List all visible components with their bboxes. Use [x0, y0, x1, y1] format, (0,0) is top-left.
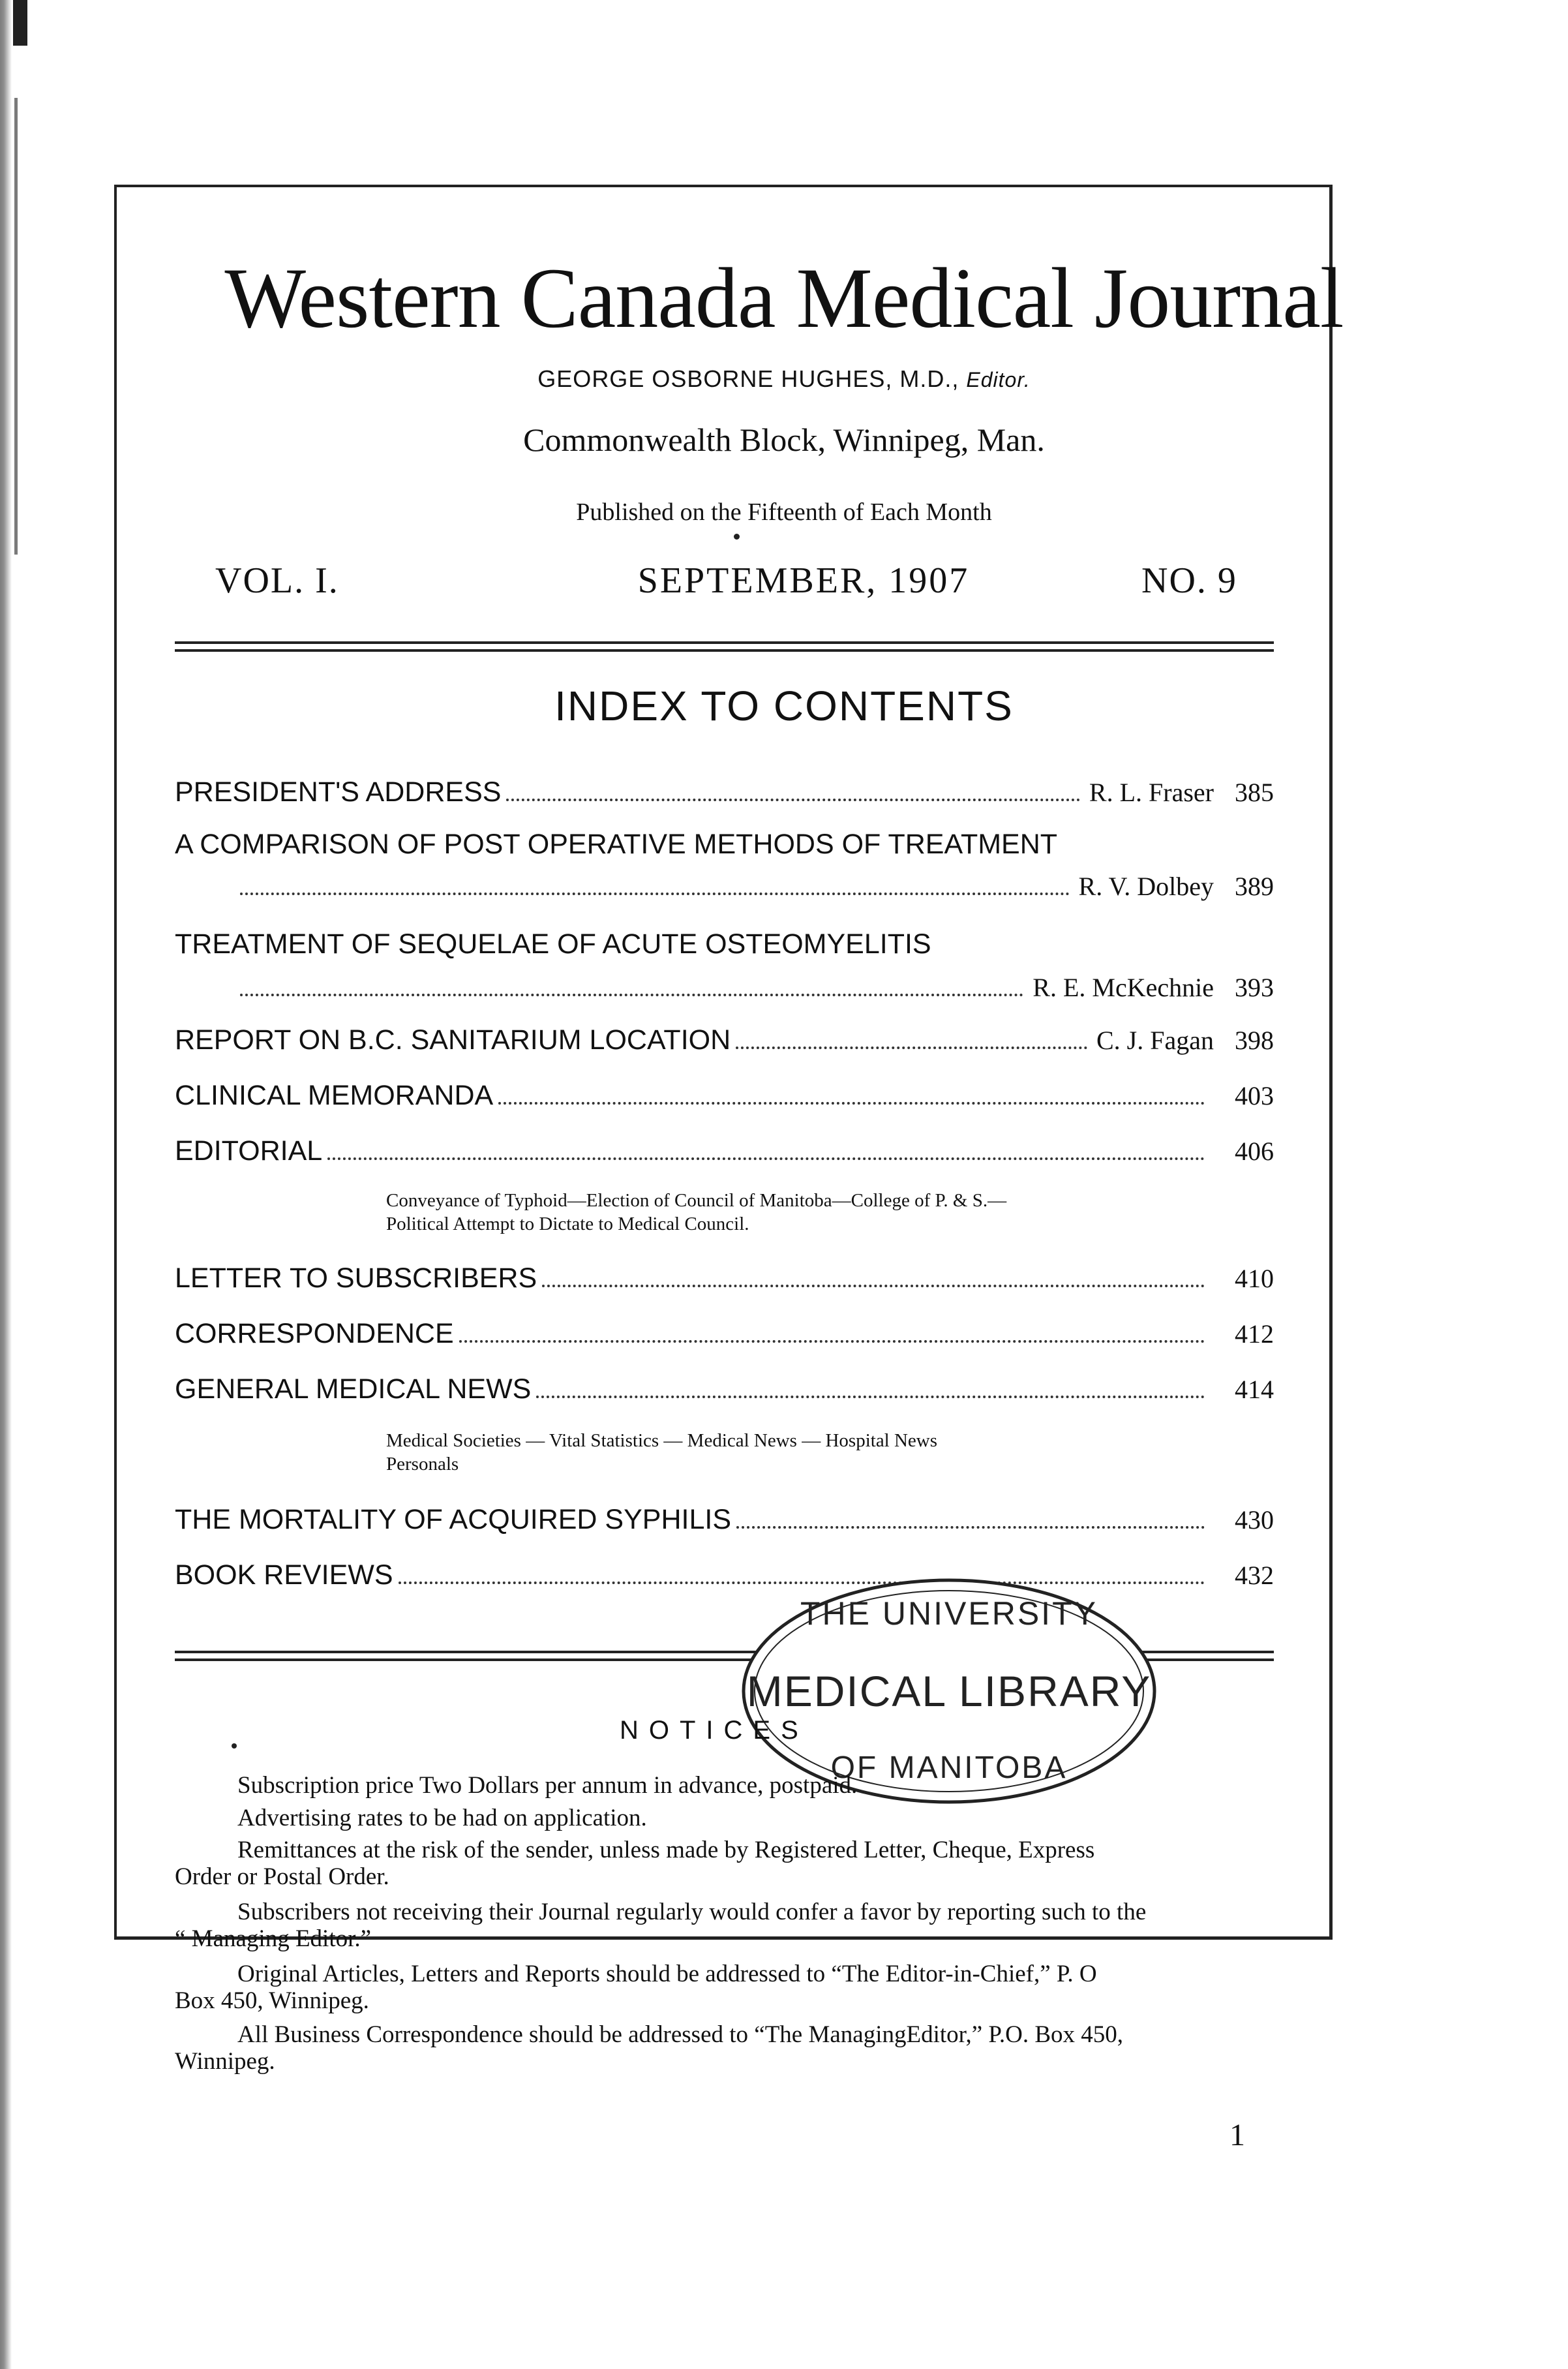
notice-line [175, 1837, 1284, 1864]
publication-schedule: Published on the Fifteenth of Each Month [576, 498, 992, 526]
toc-leader [498, 1101, 1205, 1105]
index-heading: INDEX TO CONTENTS [554, 682, 1014, 729]
toc-title: A COMPARISON OF POST OPERATIVE METHODS OF TREATMENT [175, 829, 1058, 860]
toc-description [386, 1189, 1234, 1236]
toc-page: 389 [1235, 872, 1274, 901]
toc-leader [506, 798, 1079, 801]
double-rule-bottom [175, 649, 1274, 652]
notice-text: Advertising rates to be had on application. [237, 1805, 647, 1831]
toc-title: TREATMENT OF SEQUELAE OF ACUTE OSTEOMYELITIS [175, 928, 931, 960]
bullet-dot [232, 1743, 237, 1749]
notice-text: Subscription price Two Dollars per annum in advance, postpaid. [237, 1772, 858, 1799]
toc-title: CORRESPONDENCE [175, 1318, 454, 1349]
notice-text: Box 450, Winnipeg. [175, 1987, 369, 2014]
notice-text: Subscribers not receiving their Journal regularly would confer a favor by reporting such to the [237, 1899, 1147, 1925]
volume-label: VOL. I. [215, 560, 339, 601]
issue-date: SEPTEMBER, 1907 [637, 560, 970, 601]
toc-entry [175, 928, 1274, 968]
toc-entry [175, 1262, 1274, 1302]
notice-line [175, 1925, 1284, 1953]
toc-leader [459, 1339, 1205, 1343]
editor-line [0, 365, 1568, 393]
editor-name: GEORGE OSBORNE HUGHES, M.D., [537, 365, 959, 392]
notice-text: Winnipeg. [175, 2048, 275, 2075]
toc-page: 385 [1235, 778, 1274, 807]
toc-page: 406 [1235, 1137, 1274, 1166]
toc-page: 393 [1235, 973, 1274, 1002]
toc-author: R. E. McKechnie [1033, 973, 1214, 1002]
toc-page: 410 [1235, 1264, 1274, 1293]
notice-line [175, 1805, 1284, 1832]
toc-leader [327, 1157, 1205, 1160]
publisher-address: Commonwealth Block, Winnipeg, Man. [523, 421, 1045, 458]
toc-page: 412 [1235, 1319, 1274, 1349]
notice-line [175, 1863, 1284, 1891]
stamp-middle-text: MEDICAL LIBRARY [746, 1667, 1152, 1715]
toc-author: R. L. Fraser [1089, 778, 1214, 807]
toc-title: BOOK REVIEWS [175, 1559, 393, 1591]
issue-number: NO. 9 [1141, 560, 1237, 601]
toc-description-line: Personals [386, 1454, 459, 1475]
toc-description [386, 1429, 1234, 1476]
toc-leader [736, 1525, 1205, 1529]
editor-role: Editor. [966, 368, 1031, 391]
toc-leader [240, 892, 1070, 895]
notice-line [175, 2021, 1284, 2049]
toc-leader [542, 1284, 1205, 1287]
journal-title: Western Canada Medical Journal [224, 250, 1344, 346]
toc-page: 398 [1235, 1026, 1274, 1055]
toc-leader [536, 1395, 1205, 1398]
toc-page: 414 [1235, 1375, 1274, 1404]
toc-title: LETTER TO SUBSCRIBERS [175, 1262, 537, 1294]
toc-entry-continuation [235, 871, 1274, 910]
toc-leader [736, 1046, 1087, 1049]
page-number: 1 [1229, 2118, 1245, 2152]
toc-entry [175, 1080, 1274, 1119]
notice-line [175, 2048, 1284, 2075]
toc-page: 403 [1235, 1081, 1274, 1110]
scan-mark [13, 0, 27, 46]
toc-title: CLINICAL MEMORANDA [175, 1080, 494, 1111]
notice-line [175, 1987, 1284, 2015]
notice-text: Order or Postal Order. [175, 1863, 389, 1890]
toc-description-line: Medical Societies — Vital Statistics — Medical News — Hospital News [386, 1430, 938, 1451]
ornament-dot [734, 534, 740, 540]
notice-text: Original Articles, Letters and Reports should be addressed to “The Editor-in-Chief,” P. O [237, 1961, 1097, 1987]
toc-title: EDITORIAL [175, 1135, 323, 1167]
toc-page: 430 [1235, 1505, 1274, 1535]
toc-title: GENERAL MEDICAL NEWS [175, 1373, 532, 1405]
toc-title: THE MORTALITY OF ACQUIRED SYPHILIS [175, 1504, 732, 1535]
toc-entry [175, 776, 1274, 816]
toc-author: R. V. Dolbey [1078, 872, 1214, 901]
stamp-top-text: THE UNIVERSITY [800, 1595, 1098, 1632]
notice-line [175, 1899, 1284, 1926]
toc-entry [175, 1373, 1274, 1413]
notice-text: “ Managing Editor.” [175, 1925, 372, 1952]
double-rule-top [175, 641, 1274, 644]
notice-line [175, 1772, 1284, 1799]
toc-description-line: Conveyance of Typhoid—Election of Council of Manitoba—College of P. & S.— [386, 1190, 1007, 1211]
toc-title: REPORT ON B.C. SANITARIUM LOCATION [175, 1024, 731, 1056]
toc-entry [175, 1318, 1274, 1357]
toc-description-line: Political Attempt to Dictate to Medical Council. [386, 1214, 749, 1234]
toc-entry [175, 1135, 1274, 1174]
scan-edge-shadow [0, 0, 12, 2369]
toc-leader [240, 993, 1023, 996]
notice-text: Remittances at the risk of the sender, unless made by Registered Letter, Cheque, Express [237, 1837, 1095, 1863]
notice-text: All Business Correspondence should be addressed to “The ManagingEditor,” P.O. Box 450, [237, 2021, 1124, 2048]
toc-entry [175, 829, 1274, 868]
notice-line [175, 1961, 1284, 1988]
toc-entry-continuation [235, 972, 1274, 1011]
toc-page: 432 [1235, 1561, 1274, 1590]
stamp-bottom-text: OF MANITOBA [830, 1750, 1068, 1785]
toc-author: C. J. Fagan [1096, 1026, 1214, 1055]
toc-entry [175, 1504, 1274, 1543]
toc-entry [175, 1024, 1274, 1063]
toc-title: PRESIDENT'S ADDRESS [175, 776, 502, 808]
notices-heading: NOTICES [620, 1716, 809, 1745]
